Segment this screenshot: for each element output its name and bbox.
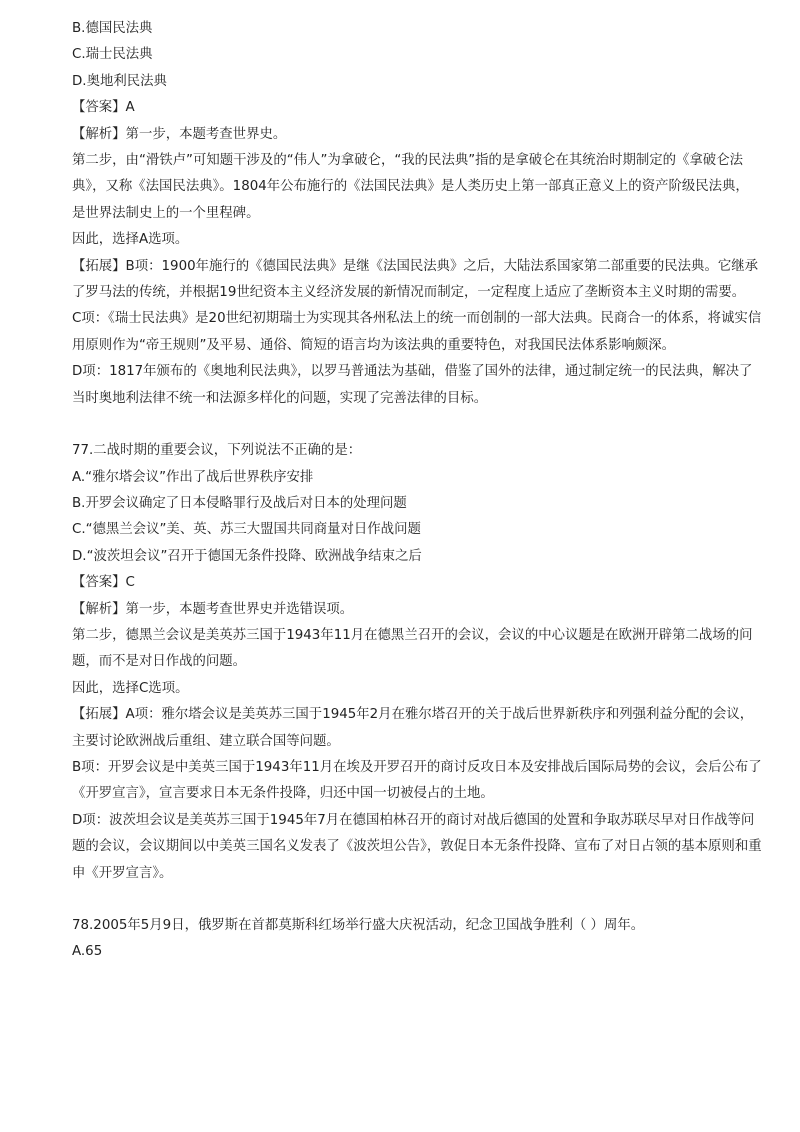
q77-option-a: A.“雅尔塔会议”作出了战后世界秩序安排 xyxy=(72,469,314,485)
q77-analysis-conclusion: 因此，选择C选项。 xyxy=(72,680,189,696)
q77-answer: 【答案】C xyxy=(72,575,135,591)
q77-extension-d: D项：波茨坦会议是美英苏三国于1945年7月在德国柏林召开的商讨对战后德国的处置和争取苏联尽早对日作战等问题的会议，会议期间以中美英三国名义发表了《波茨坦公告》，敦促日本无条件投降、宣布了对日占领的基本原则和重申《开罗宣言》。 xyxy=(72,812,762,881)
q76-answer: 【答案】A xyxy=(72,100,135,116)
q76-analysis-conclusion: 因此，选择A选项。 xyxy=(72,232,189,248)
q77-option-b: B.开罗会议确定了日本侵略罪行及战后对日本的处理问题 xyxy=(72,495,407,511)
q77-extension-b: B项：开罗会议是中美英三国于1943年11月在埃及开罗召开的商讨反攻日本及安排战后国际局势的会议，会后公布了《开罗宣言》，宣言要求日本无条件投降，归还中国一切被侵占的土地。 xyxy=(72,759,762,802)
q76-extension-d: D项：1817年颁布的《奥地利民法典》，以罗马普通法为基础，借鉴了国外的法律，通过制定统一的民法典，解决了当时奥地利法律不统一和法源多样化的问题，实现了完善法律的目标。 xyxy=(72,364,753,406)
q77-option-d: D.“波茨坦会议”召开于德国无条件投降、欧洲战争结束之后 xyxy=(72,548,422,564)
q76-option-d: D.奥地利民法典 xyxy=(72,73,167,89)
section-spacer xyxy=(72,412,762,438)
q76-option-c: C.瑞士民法典 xyxy=(72,47,153,63)
q77-extension-a: 【拓展】A项：雅尔塔会议是美英苏三国于1945年2月在雅尔塔召开的关于战后世界新秩序和列强利益分配的会议，主要讨论欧洲战后重组、建立联合国等问题。 xyxy=(72,707,754,749)
q77-analysis-step1: 【解析】第一步，本题考查世界史并选错误项。 xyxy=(72,601,354,617)
q76-analysis-step2: 第二步，由“滑铁卢”可知题干涉及的“伟人”为拿破仑，“我的民法典”指的是拿破仑在其统治时期制定的《拿破仑法典》，又称《法国民法典》。1804年公布施行的《法国民法典》是人类历史上第一部真正意义上的资产阶级民法典，是世界法制史上的一个里程碑。 xyxy=(72,153,749,221)
q77-question: 77.二战时期的重要会议，下列说法不正确的是： xyxy=(72,443,362,459)
q78-option-a: A.65 xyxy=(72,944,103,960)
section-spacer xyxy=(72,887,762,913)
q76-extension-b: 【拓展】B项：1900年施行的《德国民法典》是继《法国民法典》之后，大陆法系国家第二部重要的民法典。它继承了罗马法的传统，并根据19世纪资本主义经济发展的新情况而制定，一定程度上适应了垄断资本主义时期的需要。 xyxy=(72,258,759,301)
q77-analysis-step2: 第二步，德黑兰会议是美英苏三国于1943年11月在德黑兰召开的会议，会议的中心议题是在欧洲开辟第二战场的问题，而不是对日作战的问题。 xyxy=(72,627,753,670)
q77-option-c: C.“德黑兰会议”美、英、苏三大盟国共同商量对日作战问题 xyxy=(72,522,421,538)
q76-option-b: B.德国民法典 xyxy=(72,21,153,36)
q76-analysis-step1: 【解析】第一步，本题考查世界史。 xyxy=(72,126,287,142)
document-page xyxy=(72,16,762,966)
q76-extension-c: C项：《瑞士民法典》是20世纪初期瑞士为实现其各州私法上的统一而创制的一部大法典。民商合一的体系，将诚实信用原则作为“帝王规则”及平易、通俗、简短的语言均为该法典的重要特色，对我国民法体系影响颇深。 xyxy=(72,311,762,353)
q78-question: 78.2005年5月9日，俄罗斯在首都莫斯科红场举行盛大庆祝活动，纪念卫国战争胜利（ ）周年。 xyxy=(72,918,645,933)
